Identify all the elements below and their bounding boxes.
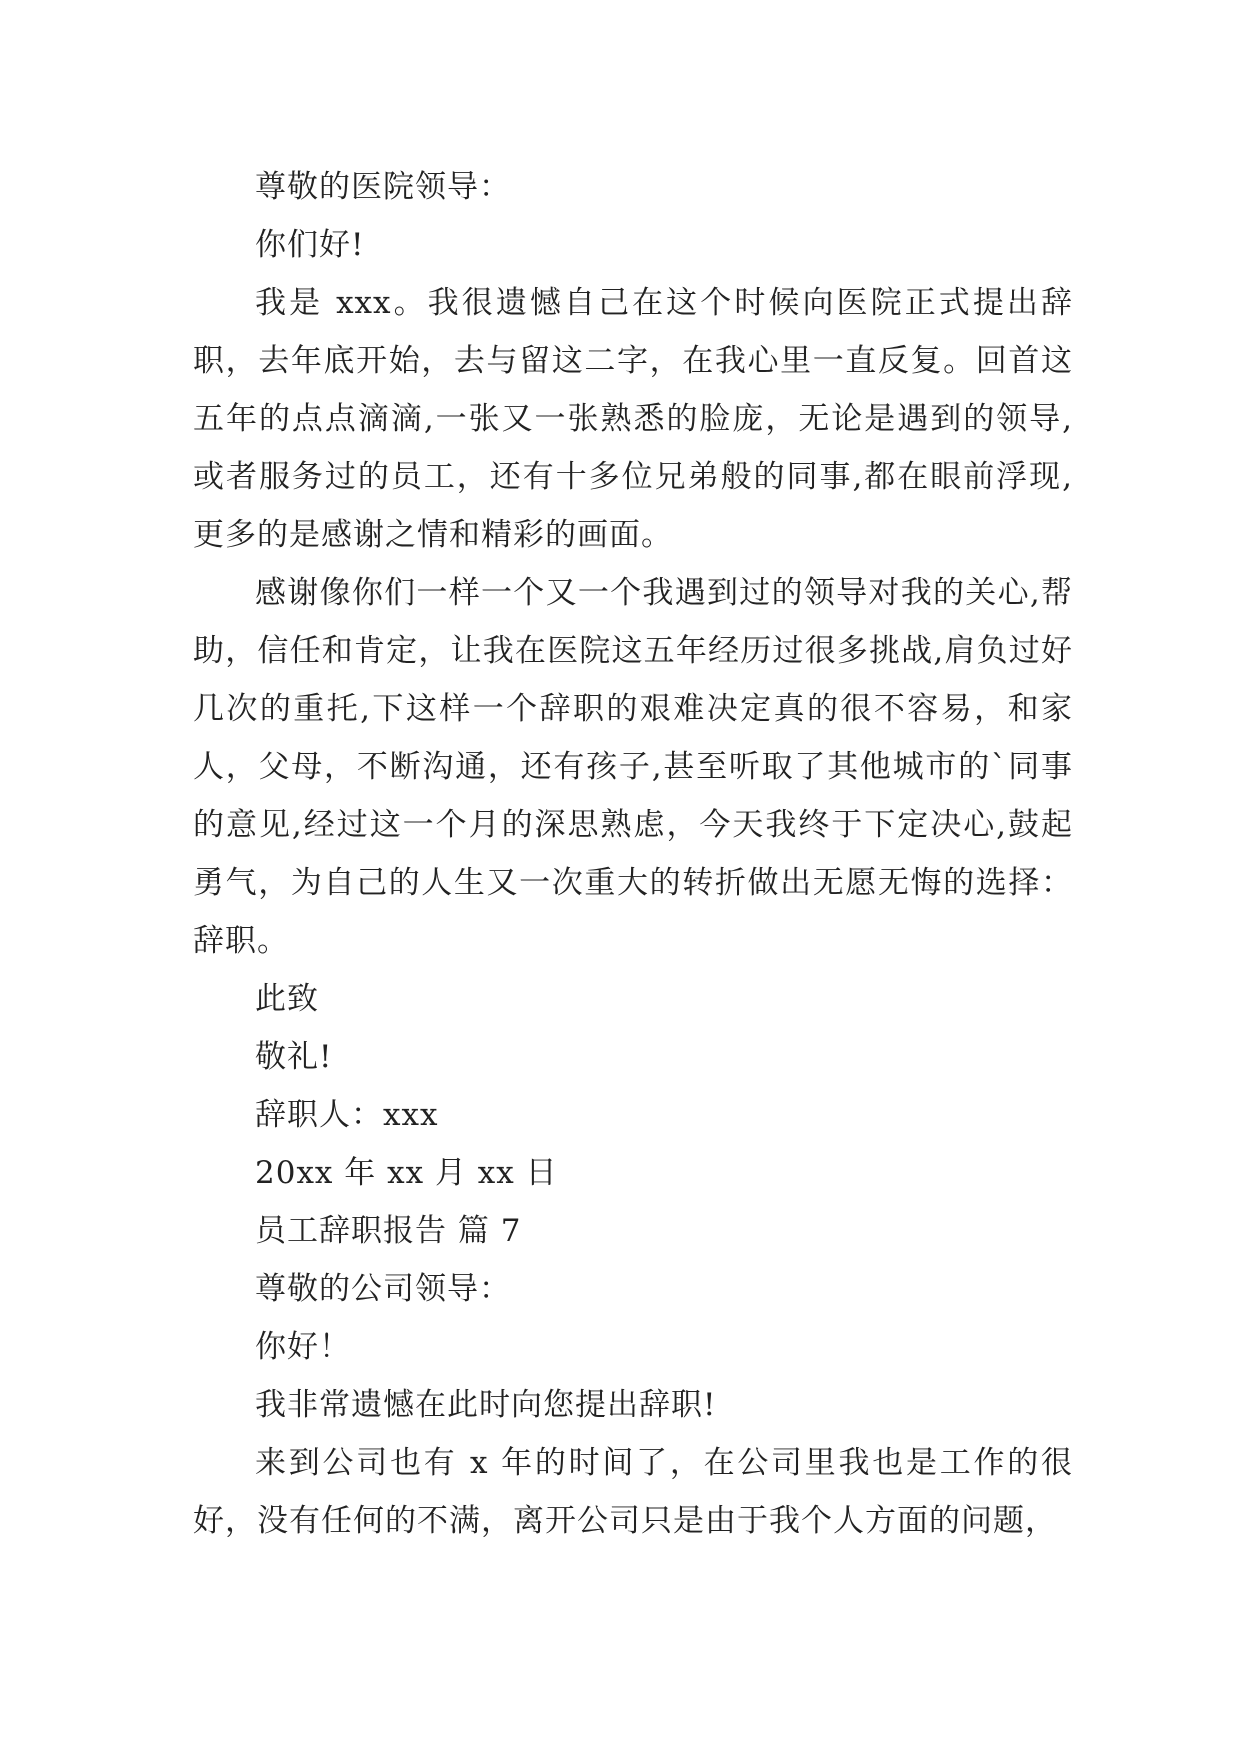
date-line: 20xx 年 xx 月 xx 日 — [255, 1155, 558, 1191]
closing-phrase: 此致 — [255, 981, 319, 1017]
document-body — [193, 158, 1073, 1550]
resignation-statement: 我非常遗憾在此时向您提出辞职! — [255, 1387, 717, 1423]
greeting-hospital: 你们好! — [255, 227, 365, 263]
salutation-hospital: 尊敬的医院领导： — [255, 169, 511, 205]
body-paragraph-intro: 我是 xxx。我很遗憾自己在这个时候向医院正式提出辞职，去年底开始，去与留这二字，在我心里一直反复。回首这五年的点点滴滴,一张又一张熟悉的脸庞，无论是遇到的领导,或者服务过的员工，还有十多位兄弟般的同事,都在眼前浮现,更多的是感谢之情和精彩的画面。 — [193, 285, 1073, 553]
section-heading: 员工辞职报告 篇 7 — [255, 1213, 522, 1249]
body-paragraph-thanks: 感谢像你们一样一个又一个我遇到过的领导对我的关心,帮助，信任和肯定，让我在医院这五年经历过很多挑战,肩负过好几次的重托,下这样一个辞职的艰难决定真的很不容易，和家人，父母，不断沟通，还有孩子,甚至听取了其他城市的`同事的意见,经过这一个月的深思熟虑，今天我终于下定决心,鼓起勇气，为自己的人生又一次重大的转折做出无愿无悔的选择：辞职。 — [193, 575, 1073, 959]
greeting-company: 你好！ — [255, 1329, 351, 1365]
signature-line: 辞职人：xxx — [255, 1097, 439, 1133]
body-paragraph-company: 来到公司也有 x 年的时间了，在公司里我也是工作的很好，没有任何的不满，离开公司只是由于我个人方面的问题， — [193, 1445, 1073, 1539]
closing-salute: 敬礼! — [255, 1039, 333, 1075]
salutation-company: 尊敬的公司领导： — [255, 1271, 511, 1307]
